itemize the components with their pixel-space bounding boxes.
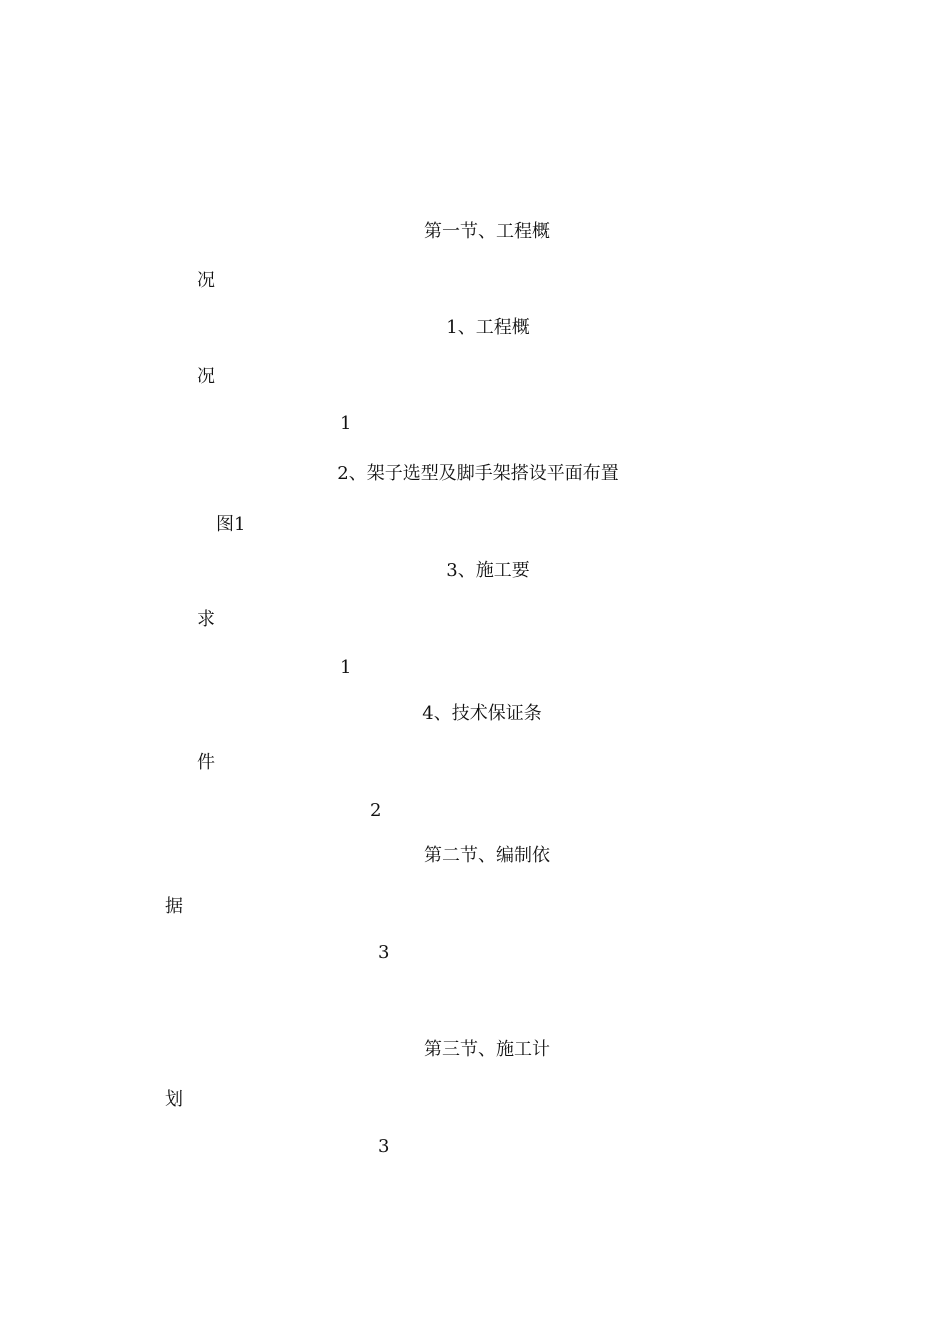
toc-section-3-title: 第三节、施工计 <box>424 1039 550 1060</box>
toc-item-4-title: 4、技术保证条 <box>422 703 542 724</box>
toc-item-1-title-cont: 况 <box>197 366 215 387</box>
toc-section-2-title-cont: 据 <box>165 896 183 917</box>
toc-section-1-title: 第一节、工程概 <box>424 221 550 242</box>
toc-section-1-title-cont: 况 <box>197 270 215 291</box>
toc-item-4-title-cont: 件 <box>197 752 215 773</box>
toc-item-3-title-cont: 求 <box>197 609 215 630</box>
toc-item-3-page: 1 <box>340 657 352 678</box>
toc-section-3-title-cont: 划 <box>165 1089 183 1110</box>
toc-item-2-title: 2、架子选型及脚手架搭设平面布置 <box>337 463 619 484</box>
toc-item-1-page: 1 <box>340 413 352 434</box>
toc-item-2-title-cont: 图1 <box>216 514 246 535</box>
toc-item-3-title: 3、施工要 <box>446 560 530 581</box>
toc-section-2-title: 第二节、编制依 <box>424 845 550 866</box>
toc-item-1-title: 1、工程概 <box>446 317 530 338</box>
toc-section-2-page: 3 <box>378 942 390 963</box>
toc-section-3-page: 3 <box>378 1136 390 1157</box>
toc-item-4-page: 2 <box>370 800 382 821</box>
